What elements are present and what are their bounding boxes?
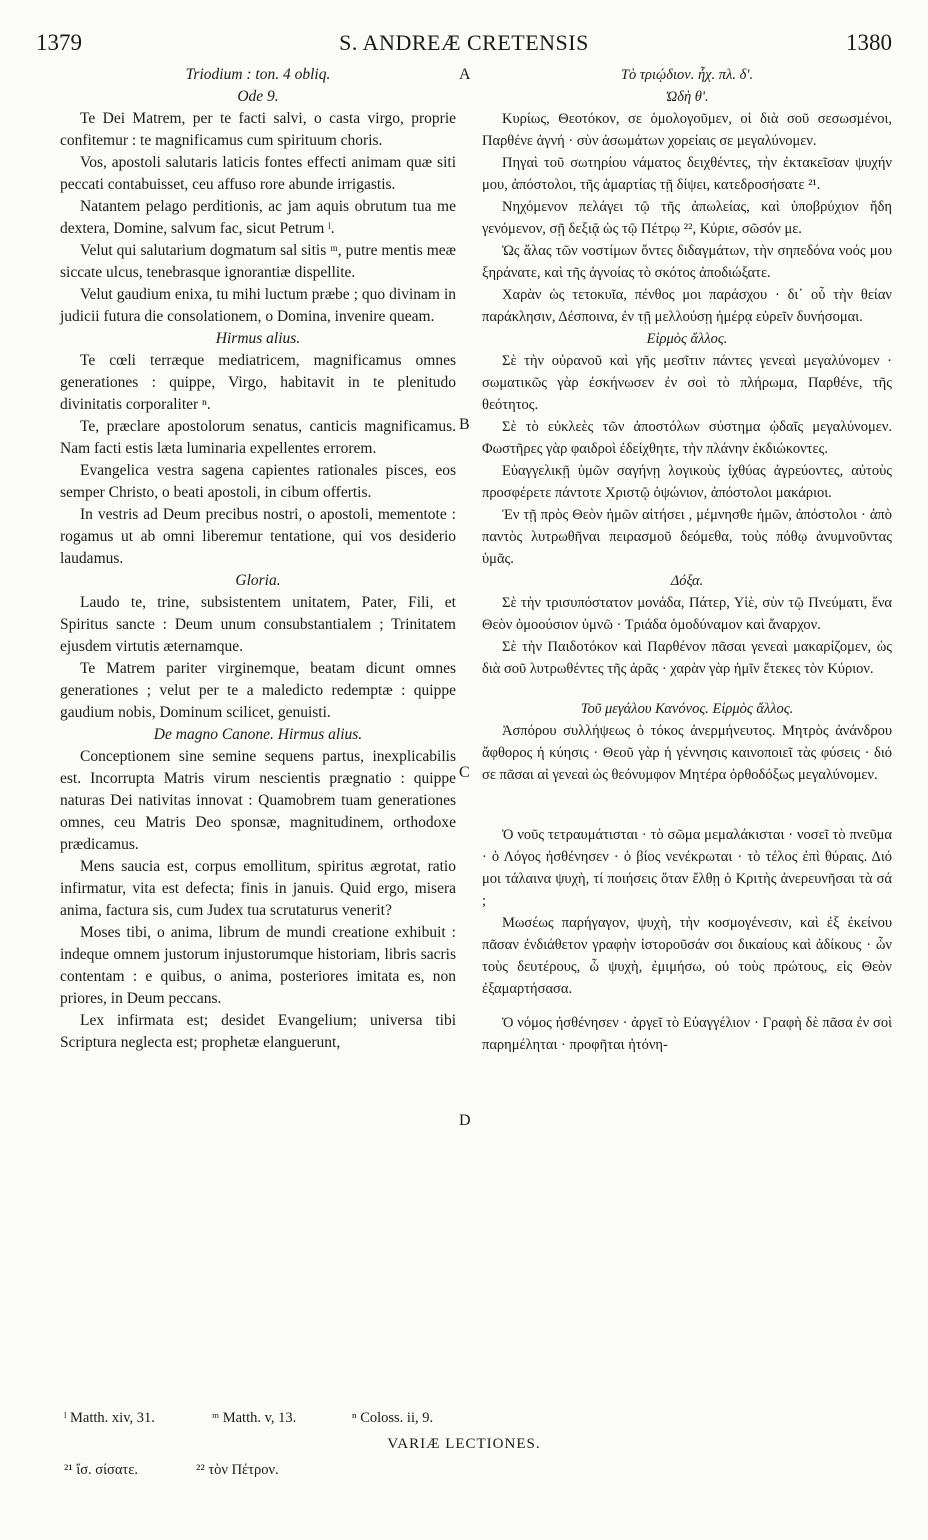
section-heading: Hirmus alius. [215, 330, 301, 347]
footnote: ⁿ Coloss. ii, 9. [352, 1410, 434, 1426]
paragraph: Σὲ τὸ εὐκλεὲς τῶν ἀποστόλων σύστημα ᾠδαῖς μεγαλύνομεν. Φωστῆρες γὰρ φαιδροὶ ἐδείχθητε, τὴν πλάνην ἐκδιώκοντες. [482, 419, 892, 457]
paragraph: Μωσέως παρήγαγον, ψυχὴ, τὴν κοσμογένεσιν, καὶ ἐξ ἐκείνου πᾶσαν ἐνδιάθετον γραφὴν ἱστοροῦσάν σοι δικαίους καὶ ἀδίκους · ὧν τοὺς δευτέρους, ὦ ψυχὴ, ἐμιμήσω, οὐ τοὺς πρώτους, εἰς Θεὸν ἐξαμαρτήσασα. [482, 915, 892, 997]
paragraph: Velut gaudium enixa, tu mihi luctum præbe ; quo divinam in judicii futura die consolationem, o Domina, invenire queam. [60, 286, 456, 325]
paragraph: Ὁ νόμος ἠσθένησεν · ἀργεῖ τὸ Εὐαγγέλιον · Γραφὴ δὲ πᾶσα ἐν σοὶ παρημέληται · προφῆται ἠτόνη- [482, 1015, 892, 1053]
paragraph: Ἐν τῇ πρὸς Θεὸν ἡμῶν αἰτήσει , μέμνησθε ἡμῶν, ἀπόστολοι · ἀπὸ παντὸς λυτρωθῆναι πειρασμοῦ δεόμεθα, τοὺς πόθῳ ἀνυμνοῦντας ὑμᾶς. [482, 507, 892, 567]
section-heading: Δόξα. [670, 573, 704, 589]
section-heading: Triodium : ton. 4 obliq. [185, 66, 331, 83]
section-heading: Gloria. [235, 572, 281, 589]
paragraph: Εὐαγγελικῇ ὑμῶν σαγήνῃ λογικοὺς ἰχθύας ἀγρεύοντες, αὐτοὺς προσφέρετε πάντοτε Χριστῷ ὀψώνιον, ἀπόστολοι μακάριοι. [482, 463, 892, 501]
section-heading: Τὸ τριῴδιον. ἦχ. πλ. δʹ. [620, 67, 754, 83]
page-header [0, 30, 928, 60]
greek-column [482, 64, 892, 1056]
paragraph: Te Matrem pariter virginemque, beatam dicunt omnes generationes ; velut per te a maledicto redemptæ : quippe gaudium nobis, Dominum scilicet, genuisti. [60, 660, 456, 721]
paragraph: Evangelica vestra sagena capientes rationales pisces, eos semper Christo, o beati apostoli, in cibum offertis. [60, 462, 456, 501]
margin-letter-b: B [459, 416, 470, 433]
paragraph: Lex infirmata est; desidet Evangelium; universa tibi Scriptura neglecta est; prophetæ elanguerunt, [60, 1012, 456, 1051]
section-heading: Τοῦ μεγάλου Κανόνος. Εἱρμὸς ἄλλος. [580, 701, 794, 717]
footnote: ᵐ Matth. v, 13. [212, 1410, 297, 1426]
paragraph: Mens saucia est, corpus emollitum, spiritus ægrotat, ratio infirmatur, vita est defecta; finis in januis. Quid ergo, misera anima, factura sis, cum Judex tua scrutaturus venerit? [60, 858, 456, 919]
variant-reading: ²² τὸν Πέτρον. [196, 1462, 279, 1478]
paragraph: Χαρὰν ὡς τετοκυῖα, πένθος μοι παράσχου · δι᾽ οὗ τὴν θείαν παράκλησιν, Δέσποινα, ἐν τῇ μελλούσῃ ἡμέρᾳ εὑρεῖν δυνήσομαι. [482, 287, 892, 325]
paragraph: Te Dei Matrem, per te facti salvi, o casta virgo, proprie confitemur : te magnificamus cum spirituum choris. [60, 110, 456, 149]
paragraph: Moses tibi, o anima, librum de mundi creatione exhibuit : indeque omnem justorum injustorumque historiam, libris sacris contentam : e quibus, o anima, posteriores imitata es, non priores, in Deum peccans. [60, 924, 456, 1007]
latin-column [60, 64, 456, 1054]
paragraph: Σὲ τὴν τρισυπόστατον μονάδα, Πάτερ, Υἱὲ, σὺν τῷ Πνεύματι, ἕνα Θεὸν ὁμοούσιον ὑμνῶ · Τριάδα ὁμοδύναμον καὶ ἄναρχον. [482, 595, 892, 633]
paragraph: Ἀσπόρου συλλήψεως ὁ τόκος ἀνερμήνευτος. Μητρὸς ἀνάνδρου ἄφθορος ἡ κύησις · Θεοῦ γὰρ ἡ γέννησις καινοποιεῖ τὰς φύσεις · διό σε πᾶσαι αἱ γενεαὶ ὡς θεόνυμφον Μητέρα ὀρθοδόξως μεγαλύνομεν. [482, 723, 892, 783]
section-heading: De magno Canone. Hirmus alius. [153, 726, 363, 743]
paragraph: Laudo te, trine, subsistentem unitatem, Pater, Fili, et Spiritus sancte : Deum unum consubstantialem ; Trinitatem ejusdem virtutis æternamque. [60, 594, 456, 655]
section-heading: Ode 9. [237, 88, 279, 105]
paragraph: Te cœli terræque mediatricem, magnificamus omnes generationes : quippe, Virgo, habitavit in te plenitudo divinitatis corporaliter ⁿ. [60, 352, 456, 413]
margin-letter-a: A [459, 66, 471, 83]
paragraph: Σὲ τὴν οὐρανοῦ καὶ γῆς μεσῖτιν πάντες γενεαὶ μεγαλύνομεν · σωματικῶς γὰρ ἐσκήνωσεν ἐν σοὶ τὸ πλήρωμα, Παρθένε, τῆς θεότητος. [482, 353, 892, 413]
margin-letter-c: C [459, 764, 470, 781]
left-page-number: 1379 [36, 30, 82, 55]
paragraph: Πηγαὶ τοῦ σωτηρίου νάματος δειχθέντες, τὴν ἐκτακεῖσαν ψυχήν μου, ἀπόστολοι, τῆς ἁμαρτίας τῇ δίψει, κατεδροσήσατε ²¹. [482, 155, 892, 193]
paragraph: Velut qui salutarium dogmatum sal sitis ᵐ, putre mentis meæ siccate ulcus, tenebrasque ignorantiæ dispellite. [60, 242, 456, 281]
section-heading: Ὠδὴ θʹ. [665, 89, 709, 105]
right-page-number: 1380 [846, 30, 892, 55]
margin-letter-d: D [459, 1112, 471, 1129]
paragraph: In vestris ad Deum precibus nostri, o apostoli, mementote : rogamus ut ab omni liberemur tentatione, qui vos desiderio laudamus. [60, 506, 456, 567]
section-heading: Εἱρμὸς ἄλλος. [646, 331, 728, 347]
paragraph: Te, præclare apostolorum senatus, canticis magnificamus. Nam facti estis læta luminaria expellentes errorem. [60, 418, 456, 457]
paragraph: Νηχόμενον πελάγει τῷ τῆς ἀπωλείας, καὶ ὑποβρύχιον ἤδη γενόμενον, σῇ δεξιᾷ ὡς τῷ Πέτρῳ ²², Κύριε, σῶσόν με. [482, 199, 892, 237]
paragraph: Κυρίως, Θεοτόκον, σε ὁμολογοῦμεν, οἱ διὰ σοῦ σεσωσμένοι, Παρθένε ἁγνή · σὺν ἀσωμάτων χορείαις σε μεγαλύνομεν. [482, 111, 892, 149]
running-title: S. ANDREÆ CRETENSIS [339, 30, 589, 55]
paragraph: Ὡς ἅλας τῶν νοστίμων ὄντες διδαγμάτων, τὴν σηπεδόνα νοός μου ξηράνατε, καὶ τῆς ἀγνοίας τὸ σκότος ἀποδιώξατε. [482, 243, 892, 281]
paragraph: Vos, apostoli salutaris laticis fontes effecti animam quæ siti peccati contabuisset, ceu affuso rore abunde irrigastis. [60, 154, 456, 193]
paragraph: Ὁ νοῦς τετραυμάτισται · τὸ σῶμα μεμαλάκισται · νοσεῖ τὸ πνεῦμα · ὁ Λόγος ἠσθένησεν · ὁ βίος νενέκρωται · τὸ τέλος ἐπὶ θύραις. Διό μοι τάλαινα ψυχὴ, τί ποιήσεις ὅταν ἔλθῃ ὁ Κριτὴς ἀνερευνῆσαι τὰ σά ; [482, 827, 892, 909]
variae-lectiones-heading: VARIÆ LECTIONES. [387, 1436, 541, 1452]
variant-reading: ²¹ ἴσ. σίσατε. [64, 1462, 138, 1478]
paragraph: Conceptionem sine semine sequens partus, inexplicabilis est. Incorrupta Matris virum nescientis prægnatio : quippe naturas Dei nativitas innovat : Quamobrem tuam generationes omnes, ceu Matris Deo sponsæ, magnitudinem, orthodoxe prædicamus. [60, 748, 456, 853]
paragraph: Natantem pelago perditionis, ac jam aquis obrutum tua me dextera, Domine, salvum fac, sicut Petrum ˡ. [60, 198, 456, 237]
footnote: ˡ Matth. xiv, 31. [64, 1410, 155, 1426]
paragraph: Σὲ τὴν Παιδοτόκον καὶ Παρθένον πᾶσαι γενεαὶ μακαρίζομεν, ὡς διὰ σοῦ λυτρωθέντες τῆς ἀρᾶς · χαρὰν γὰρ ἡμῖν ἔτεκες τὸν Κύριον. [482, 639, 892, 677]
